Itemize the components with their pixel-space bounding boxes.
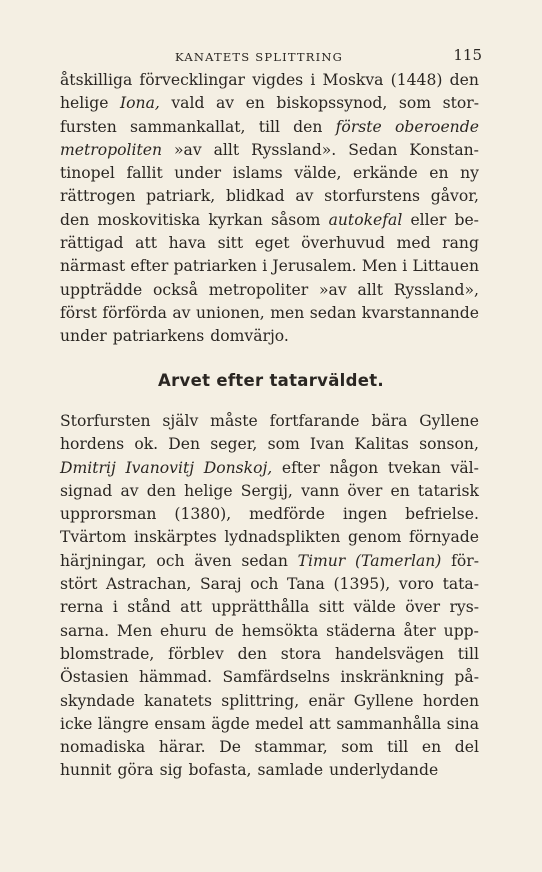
text-line (60, 457, 479, 480)
word: den (60, 210, 90, 229)
text-line (60, 550, 479, 573)
word: på- (454, 668, 479, 687)
word: vann (301, 481, 340, 500)
word: allt (357, 280, 384, 299)
word: härjningar, (60, 551, 147, 570)
word: islams (232, 164, 283, 183)
word: patriarkens (112, 327, 205, 346)
word: även (194, 551, 232, 570)
word: Dmitrij (60, 458, 116, 477)
word: tvekan (387, 458, 441, 477)
word: väl- (450, 458, 479, 477)
word: stammar, (254, 738, 328, 757)
word: Ryssland». (251, 140, 337, 159)
word: patriark, (146, 187, 216, 206)
word: som (341, 738, 374, 757)
word: allt (213, 140, 240, 159)
word: icke (60, 714, 93, 733)
word: av (295, 187, 314, 206)
text-line (60, 620, 479, 643)
word: en (421, 738, 442, 757)
word: sarna. (60, 621, 110, 640)
word: patriarken (173, 257, 257, 276)
word: helige (60, 94, 109, 113)
word: bära (371, 412, 408, 430)
word: Tvärtom (60, 528, 127, 547)
word: förblev (168, 644, 224, 663)
word: längre (97, 714, 149, 733)
word: förnyade (409, 528, 479, 547)
word: Gyllene (419, 412, 479, 430)
word: och (156, 551, 185, 570)
word: De (219, 738, 241, 757)
word: ingen (342, 505, 388, 524)
word: hunnit (60, 761, 112, 780)
word: (1380), (174, 505, 232, 524)
word: stor- (442, 94, 479, 113)
word: helige (184, 481, 233, 500)
word: förste (335, 117, 382, 136)
text-line (60, 325, 479, 348)
text-line (60, 759, 479, 782)
word: men (270, 303, 305, 322)
word: (1448) (390, 71, 443, 89)
word: sig (159, 761, 183, 780)
text-line (60, 690, 479, 713)
word: kyrkan (208, 210, 263, 229)
text-line (60, 480, 479, 503)
word: att (180, 598, 202, 617)
word: Men (361, 257, 398, 276)
word: välde (353, 598, 396, 617)
word: blidkad (225, 187, 285, 206)
text-line (60, 279, 479, 302)
word: rättrogen (60, 187, 136, 206)
word: städerna (326, 621, 396, 640)
word: de (214, 621, 234, 640)
word: till (258, 117, 280, 136)
word: Timur (297, 551, 346, 570)
word: kvarstannande (361, 303, 479, 322)
word: underlydande (329, 761, 439, 780)
word: Donskoj, (203, 458, 273, 477)
word: stört (60, 575, 98, 594)
word: oberoende (395, 117, 479, 136)
word: Konstan- (409, 140, 479, 159)
word: bofasta, (188, 761, 252, 780)
word: av (172, 303, 191, 322)
word: signad (60, 481, 113, 500)
text-line (60, 302, 479, 325)
word: den (293, 117, 323, 136)
word: att (135, 234, 157, 253)
word: under (60, 327, 107, 346)
word: i (310, 71, 316, 89)
text-line (60, 596, 479, 619)
word: blomstrade, (60, 644, 155, 663)
word: Tana (287, 575, 325, 594)
word: medel (255, 714, 304, 733)
word: hemsökta (241, 621, 319, 640)
word: Sergij, (240, 481, 293, 500)
word: en (429, 164, 449, 183)
word: förvecklingar (139, 71, 246, 89)
word: upprätthålla (211, 598, 310, 617)
word: upp- (443, 621, 479, 640)
word: sammanhålla (336, 714, 442, 733)
word: tata- (442, 575, 479, 594)
word: eller (410, 210, 447, 229)
text-line (60, 92, 479, 115)
word: såsom (270, 210, 321, 229)
word: till (387, 738, 409, 757)
word: lydnadsplikten (224, 528, 341, 547)
word: Kalitas (354, 435, 409, 454)
word: skyndade (60, 691, 135, 710)
word: härar. (158, 738, 206, 757)
word: Astrachan, (106, 575, 192, 594)
word: också (153, 280, 198, 299)
word: göra (117, 761, 154, 780)
word: Saraj (200, 575, 242, 594)
word: vald (171, 94, 205, 113)
word: horden (422, 691, 479, 710)
word: handelsvägen (334, 644, 444, 663)
word: fortfarande (269, 412, 360, 430)
word: av (120, 481, 139, 500)
word: stora (280, 644, 322, 663)
text-line (60, 643, 479, 666)
word: tinopel (60, 164, 115, 183)
word: unionen, (195, 303, 265, 322)
text-line (60, 162, 479, 185)
word: hordens (60, 435, 125, 454)
word: erkände (353, 164, 418, 183)
word: ok. (134, 435, 159, 454)
word: efter (130, 257, 169, 276)
word: välde, (294, 164, 342, 183)
word: tatarisk (417, 481, 479, 500)
word: Östasien (60, 668, 129, 687)
word: Ivan (309, 435, 345, 454)
word: nomadiska (60, 738, 146, 757)
word: be- (454, 210, 479, 229)
word: Moskva (322, 71, 384, 89)
word: eget (254, 234, 290, 253)
word: enär (308, 691, 345, 710)
paragraph-1 (60, 69, 479, 349)
text-line (60, 139, 479, 162)
page-header (60, 44, 482, 66)
word: rys- (449, 598, 479, 617)
word: ehuru (160, 621, 207, 640)
word: överhuvud (301, 234, 385, 253)
word: inskränkning (340, 668, 445, 687)
word: sitt (318, 598, 345, 617)
word: över (405, 598, 441, 617)
word: i (402, 257, 408, 276)
word: en (390, 481, 410, 500)
word: uppträdde (60, 280, 143, 299)
word: måste (210, 412, 258, 430)
word: sitt (217, 234, 244, 253)
word: efter (281, 458, 320, 477)
word: i (112, 598, 118, 617)
word: vigdes (252, 71, 304, 89)
word: autokefal (328, 210, 403, 229)
word: den (237, 644, 267, 663)
word: metropoliter (208, 280, 309, 299)
word: som (267, 435, 300, 454)
word: gåvor, (430, 187, 479, 206)
text-line (60, 736, 479, 759)
word: sedan (309, 303, 357, 322)
section-heading: Arvet efter tatarväldet. (158, 371, 384, 390)
text-line (60, 255, 479, 278)
paragraph-2 (60, 410, 479, 783)
word: hämmad. (138, 668, 213, 687)
word: upprorsman (60, 505, 157, 524)
word: rerna (60, 598, 104, 617)
word: åtskilliga (60, 71, 133, 89)
text-line (60, 69, 479, 92)
text-line (60, 666, 479, 689)
word: Littauen (412, 257, 479, 276)
word: voro (398, 575, 434, 594)
word: närmast (60, 257, 126, 276)
word: den (449, 71, 479, 89)
word: sedan (241, 551, 288, 570)
word: befrielse. (405, 505, 479, 524)
word: rang (442, 234, 479, 253)
text-line (60, 503, 479, 526)
word: förförda (102, 303, 167, 322)
word: Samfärdselns (222, 668, 330, 687)
word: till (457, 644, 479, 663)
word: seger, (210, 435, 258, 454)
word: fallit (126, 164, 163, 183)
word: storfurstens (324, 187, 421, 206)
word: Ryssland», (393, 280, 479, 299)
word: först (60, 303, 97, 322)
word: åter (403, 621, 436, 640)
word: någon (329, 458, 379, 477)
word: sonson, (419, 435, 479, 454)
word: över (347, 481, 383, 500)
word: den (146, 481, 176, 500)
word: Storfursten (60, 412, 151, 430)
word: rättigad (60, 234, 124, 253)
text-line (60, 209, 479, 232)
word: fursten (60, 117, 117, 136)
word: Iona, (119, 94, 160, 113)
word: kanatets (144, 691, 212, 710)
word: »av (173, 140, 202, 159)
word: »av (319, 280, 347, 299)
word: Den (168, 435, 201, 454)
word: själv (162, 412, 199, 430)
word: ny (460, 164, 479, 183)
page-number: 115 (453, 46, 482, 64)
word: Sedan (348, 140, 398, 159)
text-line (60, 433, 479, 456)
text-line (60, 185, 479, 208)
word: ägde (211, 714, 250, 733)
word: metropoliten (60, 140, 163, 159)
word: Jerusalem. (272, 257, 357, 276)
word: biskopssynod, (276, 94, 388, 113)
word: sina (446, 714, 479, 733)
text-line (60, 713, 479, 736)
word: domvärjo. (210, 327, 289, 346)
word: som (398, 94, 432, 113)
word: under (174, 164, 222, 183)
text-line (60, 116, 479, 139)
text-line (60, 410, 479, 433)
word: Men (116, 621, 153, 640)
word: Ivanovitj (125, 458, 195, 477)
word: sammankallat, (130, 117, 246, 136)
word: (Tamerlan) (354, 551, 442, 570)
word: medförde (249, 505, 325, 524)
word: att (308, 714, 331, 733)
word: en (245, 94, 265, 113)
word: inskärptes (134, 528, 217, 547)
word: (1395), (333, 575, 391, 594)
word: och (250, 575, 279, 594)
word: samlade (257, 761, 324, 780)
word: del (454, 738, 479, 757)
word: hava (168, 234, 207, 253)
word: i (262, 257, 268, 276)
word: av (215, 94, 235, 113)
word: splittring, (221, 691, 300, 710)
word: moskovitiska (97, 210, 201, 229)
text-line (60, 526, 479, 549)
running-title: KANATETS SPLITTRING (175, 50, 344, 64)
word: med (396, 234, 431, 253)
word: för- (451, 551, 479, 570)
text-line (60, 573, 479, 596)
word: Gyllene (353, 691, 414, 710)
word: stånd (127, 598, 171, 617)
word: ensam (154, 714, 206, 733)
text-line (60, 232, 479, 255)
word: genom (347, 528, 402, 547)
